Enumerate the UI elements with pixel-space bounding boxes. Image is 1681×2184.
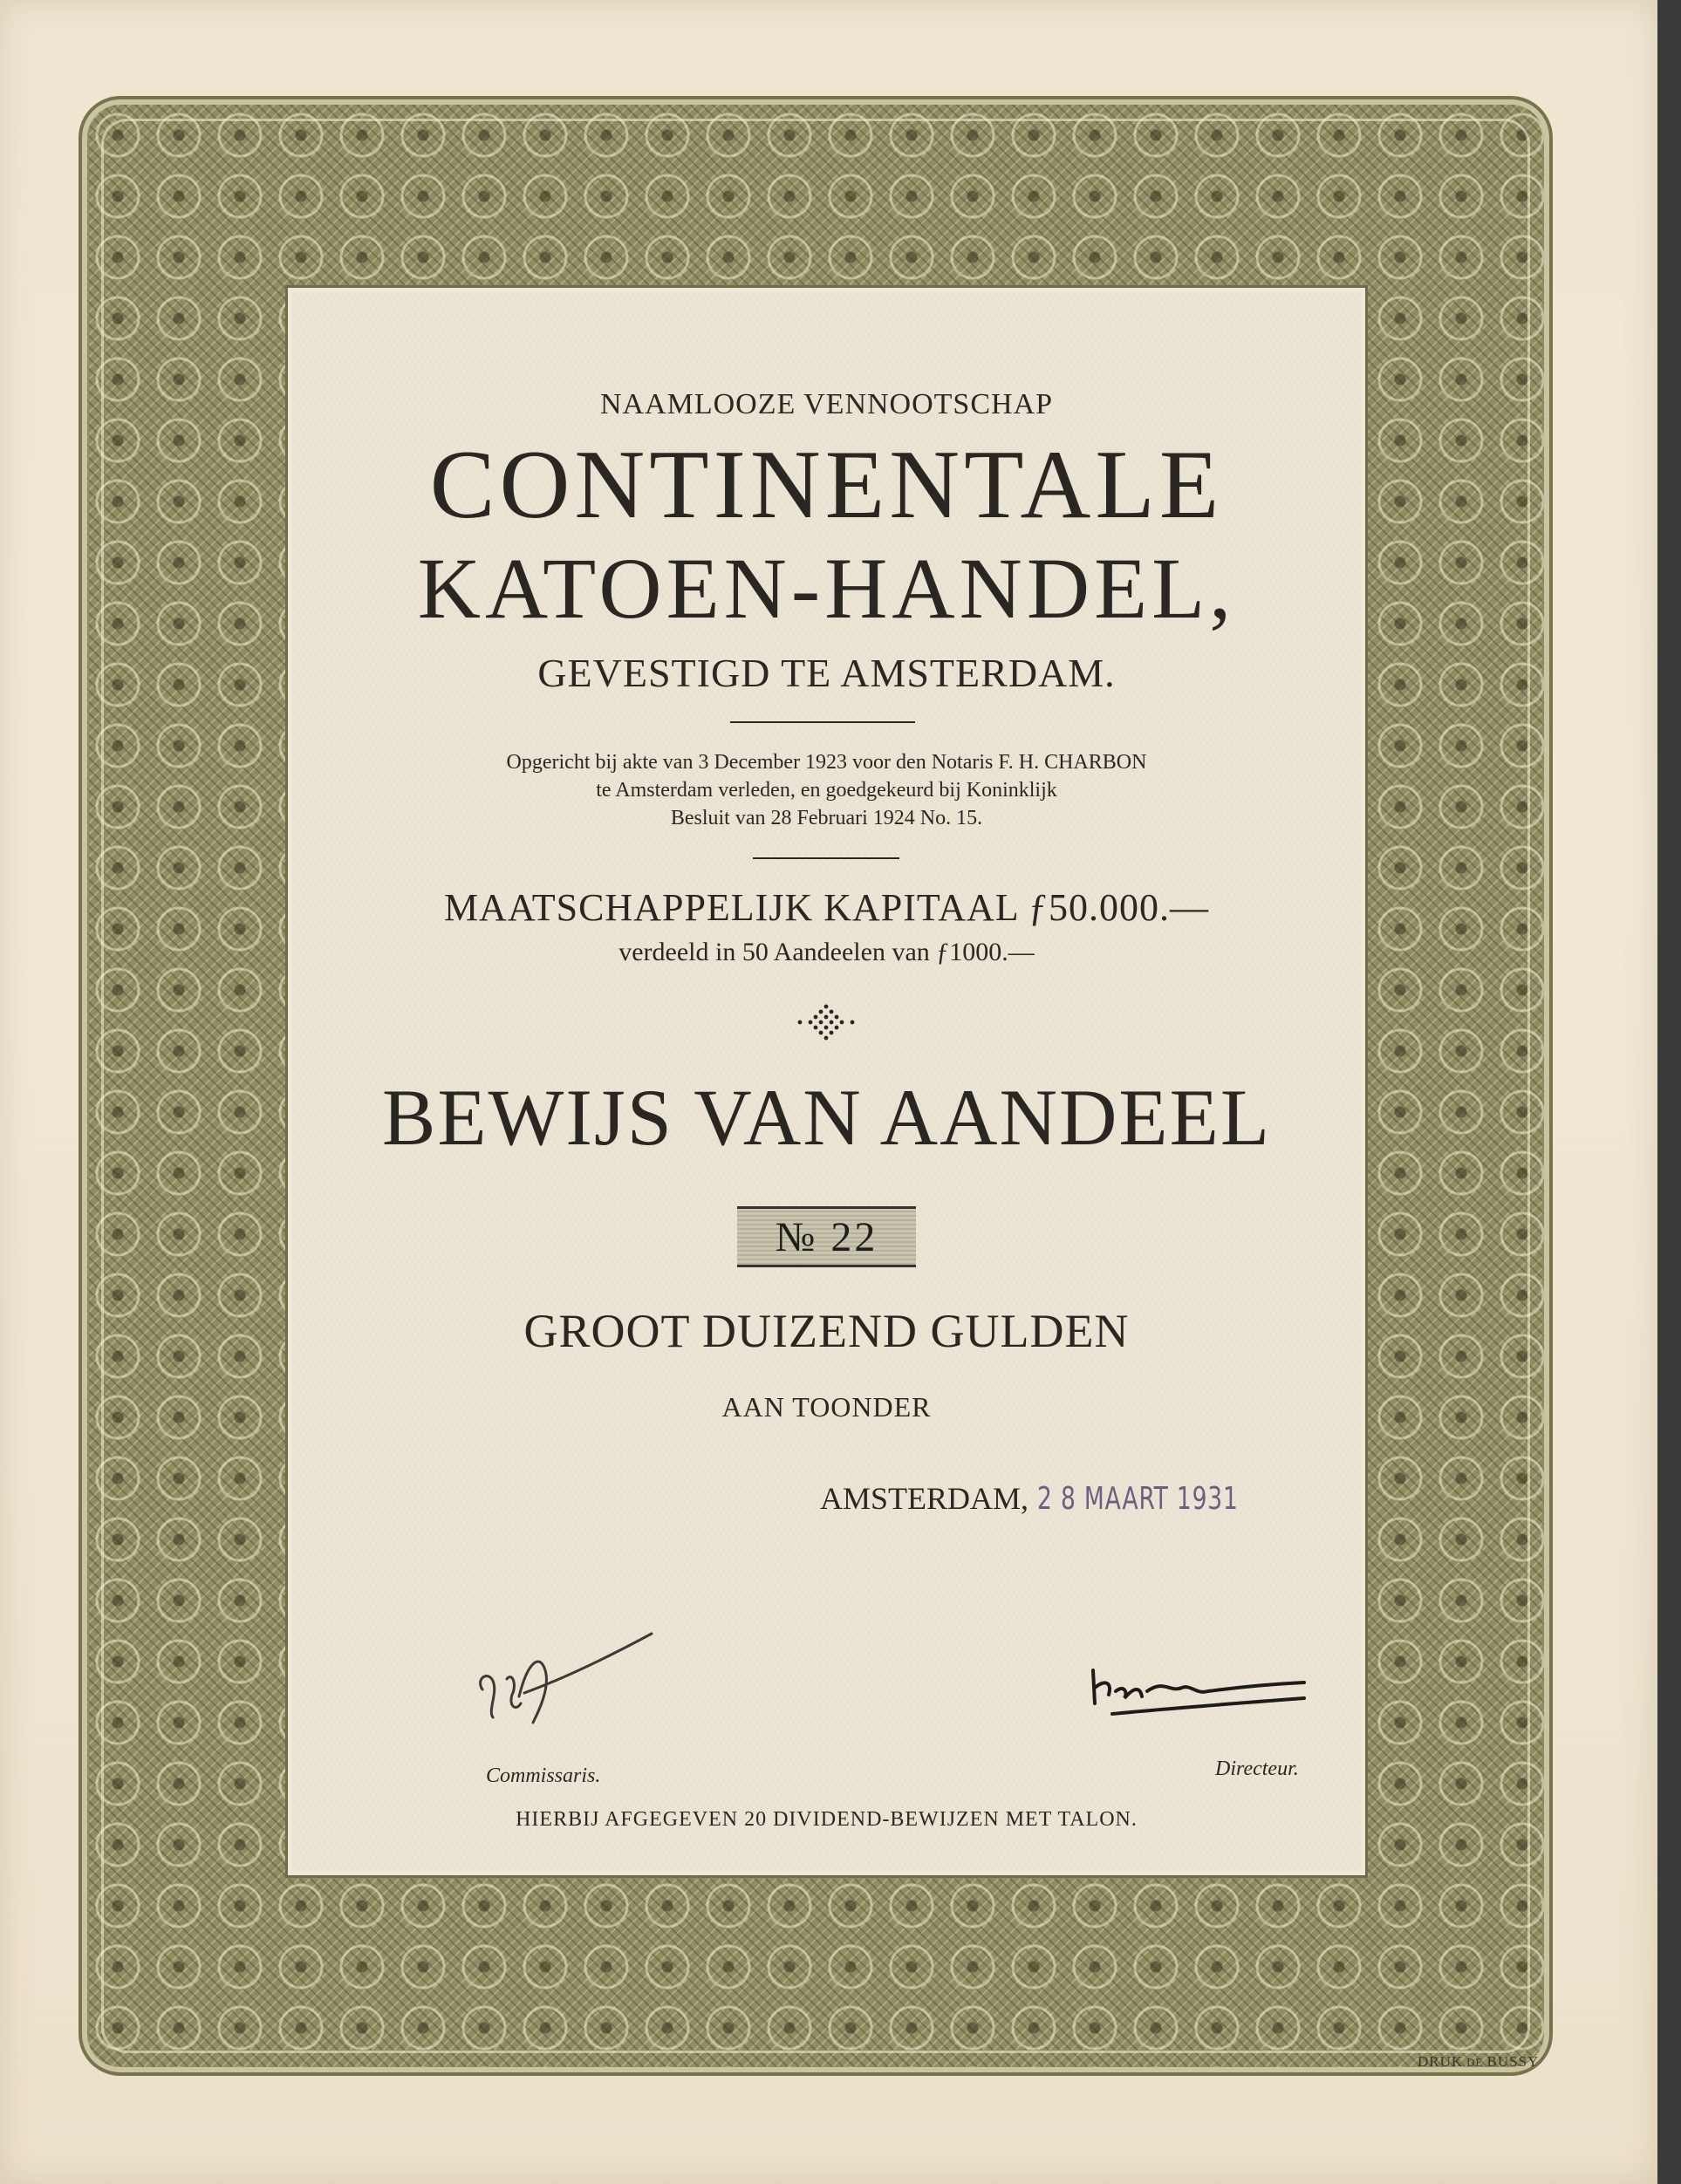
printer-name: BUSSY [1486, 2053, 1540, 2070]
company-seat: GEVESTIGD TE AMSTERDAM. [537, 651, 1116, 695]
company-name-line2: KATOEN-HANDEL, [417, 540, 1236, 637]
dividend-footer: HIERBIJ AFGEGEVEN 20 DIVIDEND-BEWIJZEN MET TALON. [516, 1808, 1138, 1831]
certificate-title: BEWIJS VAN AANDEEL [381, 1073, 1272, 1162]
directeur-signature [1086, 1653, 1313, 1723]
divider-rule [753, 857, 899, 859]
place-and-date [820, 1480, 1282, 1517]
date-stamp: 2 8 MAART 1931 [1037, 1481, 1239, 1517]
authorized-capital: MAATSCHAPPELIJK KAPITAAL ƒ50.000.— [443, 886, 1210, 929]
founding-text-line3: Besluit van 28 Februari 1924 No. 15. [670, 807, 983, 829]
share-amount: GROOT DUIZEND GULDEN [523, 1305, 1130, 1357]
founding-text-line2: te Amsterdam verleden, en goedgekeurd bij Koninklijk [596, 779, 1057, 802]
printer-credit [1418, 2053, 1539, 2071]
certificate-number: № 22 [737, 1206, 916, 1267]
diamond-ornament-icon [791, 1003, 861, 1041]
certificate-panel [292, 292, 1361, 1871]
printer-prefix: DRUK [1418, 2053, 1464, 2070]
commissaris-signature [467, 1627, 659, 1740]
place-text: AMSTERDAM, [820, 1481, 1029, 1516]
divider-rule [730, 721, 915, 723]
share-division: verdeeld in 50 Aandeelen van ƒ1000.— [618, 938, 1035, 966]
company-form: NAAMLOOZE VENNOOTSCHAP [599, 388, 1054, 420]
bearer-text: AAN TOONDER [721, 1391, 932, 1423]
founding-text-line1: Opgericht bij akte van 3 December 1923 voor den Notaris F. H. CHARBON [506, 751, 1147, 774]
directeur-label: Directeur. [1215, 1757, 1299, 1780]
commissaris-label: Commissaris. [486, 1764, 601, 1787]
company-name-line1: CONTINENTALE [429, 431, 1224, 539]
printer-connector: DE [1466, 2056, 1484, 2069]
